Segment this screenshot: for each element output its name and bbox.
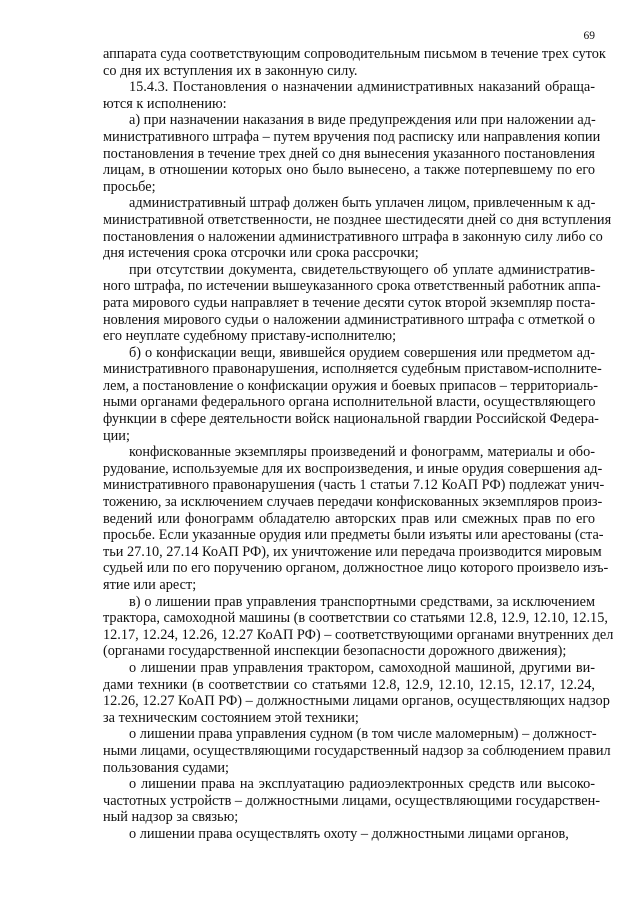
text-line: административный штраф должен быть уплачен лицом, привлеченным к ад-	[129, 195, 596, 212]
text-line: за техническим состоянием этой техники;	[103, 709, 359, 726]
text-line: новления мирового судьи о наложении административного штрафа с отметкой о	[103, 311, 595, 328]
text-line: о лишении права управления судном (в том числе маломерным) – должност-	[129, 726, 597, 743]
text-line: функции в сфере деятельности войск национальной гвардии Российской Федера-	[103, 411, 599, 428]
text-line: ются к исполнению:	[103, 95, 227, 112]
text-line: дня истечения срока отсрочки или срока рассрочки;	[103, 245, 419, 262]
text-line: аппарата суда соответствующим сопроводительным письмом в течение трех суток	[103, 46, 606, 62]
body-text	[103, 46, 614, 843]
text-line: трактора, самоходной машины (в соответствии со статьями 12.8, 12.9, 12.10, 12.15,	[103, 610, 608, 627]
text-line: ции;	[103, 427, 130, 444]
text-line: постановления в течение трех дней со дня вынесения указанного постановления	[103, 145, 595, 162]
text-line: о лишении прав управления трактором, самоходной машиной, другими ви-	[129, 659, 595, 676]
text-line: министративного штрафа – путем вручения под расписку или направления копии	[103, 128, 601, 145]
text-line: 15.4.3. Постановления о назначении административных наказаний обраща-	[129, 79, 595, 96]
text-line: б) о конфискации вещи, явившейся орудием совершения или предметом ад-	[129, 344, 595, 361]
text-line: конфискованные экземпляры произведений и фонограмм, материалы и обо-	[129, 444, 595, 461]
text-line: лицам, в отношении которых оно было вынесено, а также потерпевшему по его	[103, 162, 595, 179]
text-line: министративного правонарушения (часть 1 статьи 7.12 КоАП РФ) подлежат унич-	[103, 477, 605, 494]
text-line: тьи 27.10, 27.14 КоАП РФ), их уничтожение или передача производится мировым	[103, 543, 602, 560]
text-line: ного штрафа, по истечении вышеуказанного срока ответственный работник аппа-	[103, 278, 601, 295]
text-line: его неуплате судебному приставу-исполнителю;	[103, 328, 397, 345]
text-line: о лишении права на эксплуатацию радиоэлектронных средств или высоко-	[129, 776, 595, 793]
text-line: (органами государственной инспекции безопасности дорожного движения);	[103, 643, 567, 660]
text-line: ный надзор за связью;	[103, 809, 239, 826]
text-line: рата мирового судьи направляет в течение десяти суток второй экземпляр поста-	[103, 294, 596, 311]
text-line: ными органами федерального органа исполнительной власти, осуществляющего	[103, 394, 596, 411]
page-number: 69	[583, 30, 595, 42]
text-line: пользования судами;	[103, 759, 230, 776]
text-line: рудование, используемые для их воспроизведения, и иные орудия совершения ад-	[103, 460, 603, 477]
text-line: ными лицами, осуществляющими государственный надзор за соблюдением правил	[103, 742, 611, 759]
text-line: 12.26, 12.27 КоАП РФ) – должностными лицами органов, осуществляющих надзор	[103, 693, 610, 710]
text-line: судьей или по его поручению органом, должностное лицо которого произвело изъ-	[103, 560, 609, 577]
text-line: ведений или фонограмм обладателю авторских прав или смежных прав по его	[103, 510, 595, 527]
text-line: частотных устройств – должностными лицами, осуществляющими государствен-	[103, 792, 600, 809]
text-line: о лишении права осуществлять охоту – должностными лицами органов,	[129, 825, 569, 842]
text-line: дами техники (в соответствии со статьями 12.8, 12.9, 12.10, 12.15, 12.17, 12.24,	[103, 676, 595, 693]
text-line: просьбе. Если указанные орудия или предметы были изъяты или арестованы (ста-	[103, 527, 604, 544]
text-line: тожению, за исключением случаев передачи конфискованных экземпляров произ-	[103, 494, 603, 511]
text-line: при отсутствии документа, свидетельствующего об уплате административ-	[129, 261, 595, 278]
text-line: просьбе;	[103, 178, 156, 195]
text-line: а) при назначении наказания в виде предупреждения или при наложении ад-	[129, 112, 596, 129]
text-line: ятие или арест;	[103, 577, 197, 593]
text-line: в) о лишении прав управления транспортными средствами, за исключением	[129, 593, 595, 610]
text-line: со дня их вступления их в законную силу.	[103, 62, 358, 79]
text-line: министративного правонарушения, исполняется судебным приставом-исполните-	[103, 361, 602, 378]
text-line: 12.17, 12.24, 12.26, 12.27 КоАП РФ) – соответствующими органами внутренних дел	[103, 626, 614, 643]
text-line: постановления о наложении административного штрафа в законную силу либо со	[103, 228, 603, 245]
text-line: лем, а постановление о конфискации оружия и боевых припасов – территориаль-	[103, 377, 598, 394]
text-line: министративной ответственности, не позднее шестидесяти дней со дня вступления	[103, 211, 612, 228]
